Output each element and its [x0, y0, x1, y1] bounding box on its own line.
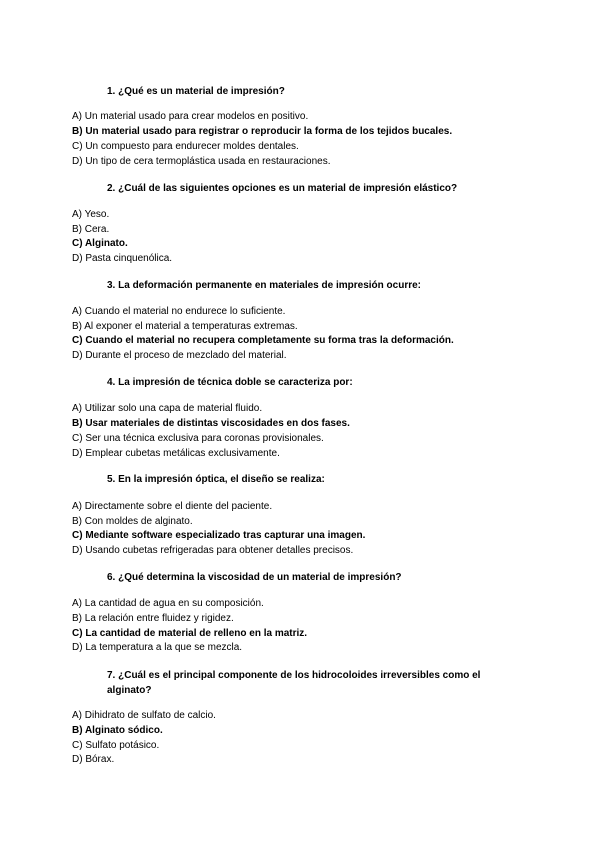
option-a: A) Cuando el material no endurece lo suficiente.: [72, 306, 286, 317]
option-a: A) Un material usado para crear modelos en positivo.: [72, 111, 309, 122]
option-c: C) Sulfato potásico.: [72, 740, 160, 751]
option-b: B) Con moldes de alginato.: [72, 516, 193, 527]
option-b: B) Usar materiales de distintas viscosidades en dos fases.: [72, 418, 350, 429]
option-d: D) La temperatura a la que se mezcla.: [72, 642, 243, 653]
question-title: 5. En la impresión óptica, el diseño se realiza:: [107, 474, 325, 485]
question-title: 1. ¿Qué es un material de impresión?: [107, 86, 285, 97]
option-c: C) Un compuesto para endurecer moldes dentales.: [72, 141, 299, 152]
option-c: C) Alginato.: [72, 238, 128, 249]
option-d: D) Un tipo de cera termoplástica usada en restauraciones.: [72, 156, 331, 167]
option-a: A) Dihidrato de sulfato de calcio.: [72, 710, 216, 721]
option-b: B) Cera.: [72, 224, 110, 235]
option-c: C) La cantidad de material de relleno en la matriz.: [72, 628, 308, 639]
option-d: D) Durante el proceso de mezclado del material.: [72, 350, 287, 361]
question-title: 7. ¿Cuál es el principal componente de los hidrocoloides irreversibles como el alginato?: [107, 670, 481, 696]
option-b: B) Alginato sódico.: [72, 725, 163, 736]
option-c: C) Ser una técnica exclusiva para coronas provisionales.: [72, 433, 324, 444]
option-a: A) Utilizar solo una capa de material fluido.: [72, 403, 263, 414]
option-d: D) Bórax.: [72, 754, 115, 765]
option-d: D) Usando cubetas refrigeradas para obtener detalles precisos.: [72, 545, 354, 556]
option-a: A) La cantidad de agua en su composición.: [72, 598, 264, 609]
option-c: C) Mediante software especializado tras capturar una imagen.: [72, 530, 366, 541]
question-title: 2. ¿Cuál de las siguientes opciones es un material de impresión elástico?: [107, 183, 458, 194]
option-d: D) Emplear cubetas metálicas exclusivamente.: [72, 448, 280, 459]
option-b: B) Al exponer el material a temperaturas extremas.: [72, 321, 298, 332]
option-a: A) Yeso.: [72, 209, 110, 220]
option-b: B) Un material usado para registrar o reproducir la forma de los tejidos bucales.: [72, 126, 453, 137]
option-c: C) Cuando el material no recupera completamente su forma tras la deformación.: [72, 335, 454, 346]
option-a: A) Directamente sobre el diente del paciente.: [72, 501, 273, 512]
option-b: B) La relación entre fluidez y rigidez.: [72, 613, 234, 624]
question-title: 3. La deformación permanente en materiales de impresión ocurre:: [107, 280, 421, 291]
question-title: 6. ¿Qué determina la viscosidad de un material de impresión?: [107, 572, 402, 583]
question-title: 4. La impresión de técnica doble se caracteriza por:: [107, 377, 353, 388]
option-d: D) Pasta cinquenólica.: [72, 253, 173, 264]
